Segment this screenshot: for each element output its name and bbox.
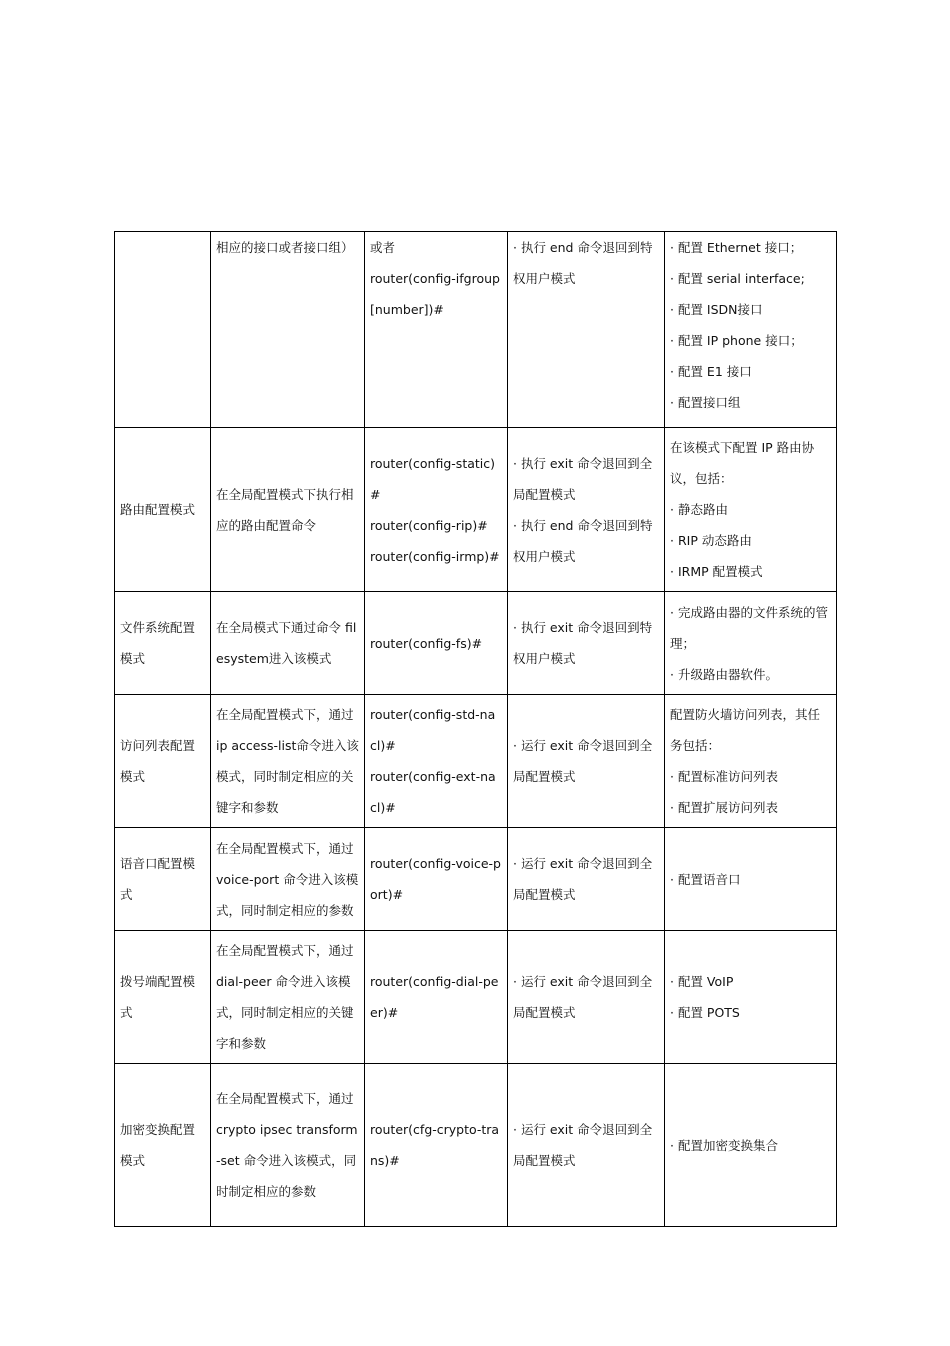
enter-method-cell: 在全局配置模式下，通过 dial-peer 命令进入该模式，同时制定相应的关键字和参数	[211, 931, 365, 1064]
enter-method-cell: 在全局配置模式下执行相应的路由配置命令	[211, 428, 365, 592]
mode-name-cell: 文件系统配置模式	[115, 592, 211, 695]
prompt-cell: router(config-static)# router(config-rip)# router(config-irmp)#	[365, 428, 508, 592]
mode-name-cell: 路由配置模式	[115, 428, 211, 592]
exit-method-cell: · 运行 exit 命令退回到全局配置模式	[508, 931, 665, 1064]
prompt-cell: router(config-fs)#	[365, 592, 508, 695]
table-row	[115, 828, 837, 931]
enter-method-cell: 在全局配置模式下，通过 crypto ipsec transform-set 命令进入该模式，同时制定相应的参数	[211, 1064, 365, 1227]
exit-method-cell: · 运行 exit 命令退回到全局配置模式	[508, 695, 665, 828]
tasks-cell: · 配置 VoIP · 配置 POTS	[665, 931, 837, 1064]
exit-method-cell: · 运行 exit 命令退回到全局配置模式	[508, 828, 665, 931]
prompt-cell: 或者 router(config-ifgroup[number])#	[365, 232, 508, 428]
tasks-cell: · 配置 Ethernet 接口； · 配置 serial interface; · 配置 ISDN接口 · 配置 IP phone 接口； · 配置 E1 接口 · 配置接口组	[665, 232, 837, 428]
tasks-cell: · 完成路由器的文件系统的管理； · 升级路由器软件。	[665, 592, 837, 695]
tasks-cell: 配置防火墙访问列表，其任务包括： · 配置标准访问列表 · 配置扩展访问列表	[665, 695, 837, 828]
tasks-cell: · 配置语音口	[665, 828, 837, 931]
mode-name-cell: 语音口配置模式	[115, 828, 211, 931]
table-row	[115, 695, 837, 828]
table-row	[115, 592, 837, 695]
exit-method-cell: · 执行 exit 命令退回到特权用户模式	[508, 592, 665, 695]
enter-method-cell: 在全局模式下通过命令 filesystem进入该模式	[211, 592, 365, 695]
prompt-cell: router(cfg-crypto-trans)#	[365, 1064, 508, 1227]
mode-name-cell: 拨号端配置模式	[115, 931, 211, 1064]
mode-name-cell	[115, 232, 211, 428]
config-mode-table	[114, 231, 837, 1227]
table-row	[115, 931, 837, 1064]
mode-name-cell: 加密变换配置模式	[115, 1064, 211, 1227]
exit-method-cell: · 运行 exit 命令退回到全局配置模式	[508, 1064, 665, 1227]
mode-name-cell: 访问列表配置模式	[115, 695, 211, 828]
prompt-cell: router(config-dial-peer)#	[365, 931, 508, 1064]
exit-method-cell: · 执行 end 命令退回到特权用户模式	[508, 232, 665, 428]
table-row	[115, 232, 837, 428]
enter-method-cell: 在全局配置模式下，通过 voice-port 命令进入该模式，同时制定相应的参数	[211, 828, 365, 931]
prompt-cell: router(config-std-nacl)# router(config-ext-nacl)#	[365, 695, 508, 828]
table-row	[115, 428, 837, 592]
exit-method-cell: · 执行 exit 命令退回到全局配置模式 · 执行 end 命令退回到特权用户模式	[508, 428, 665, 592]
tasks-cell: 在该模式下配置 IP 路由协议，包括： · 静态路由 · RIP 动态路由 · IRMP 配置模式	[665, 428, 837, 592]
table-row	[115, 1064, 837, 1227]
tasks-cell: · 配置加密变换集合	[665, 1064, 837, 1227]
prompt-cell: router(config-voice-port)#	[365, 828, 508, 931]
enter-method-cell: 相应的接口或者接口组）	[211, 232, 365, 428]
enter-method-cell: 在全局配置模式下，通过 ip access-list命令进入该模式，同时制定相应的关键字和参数	[211, 695, 365, 828]
